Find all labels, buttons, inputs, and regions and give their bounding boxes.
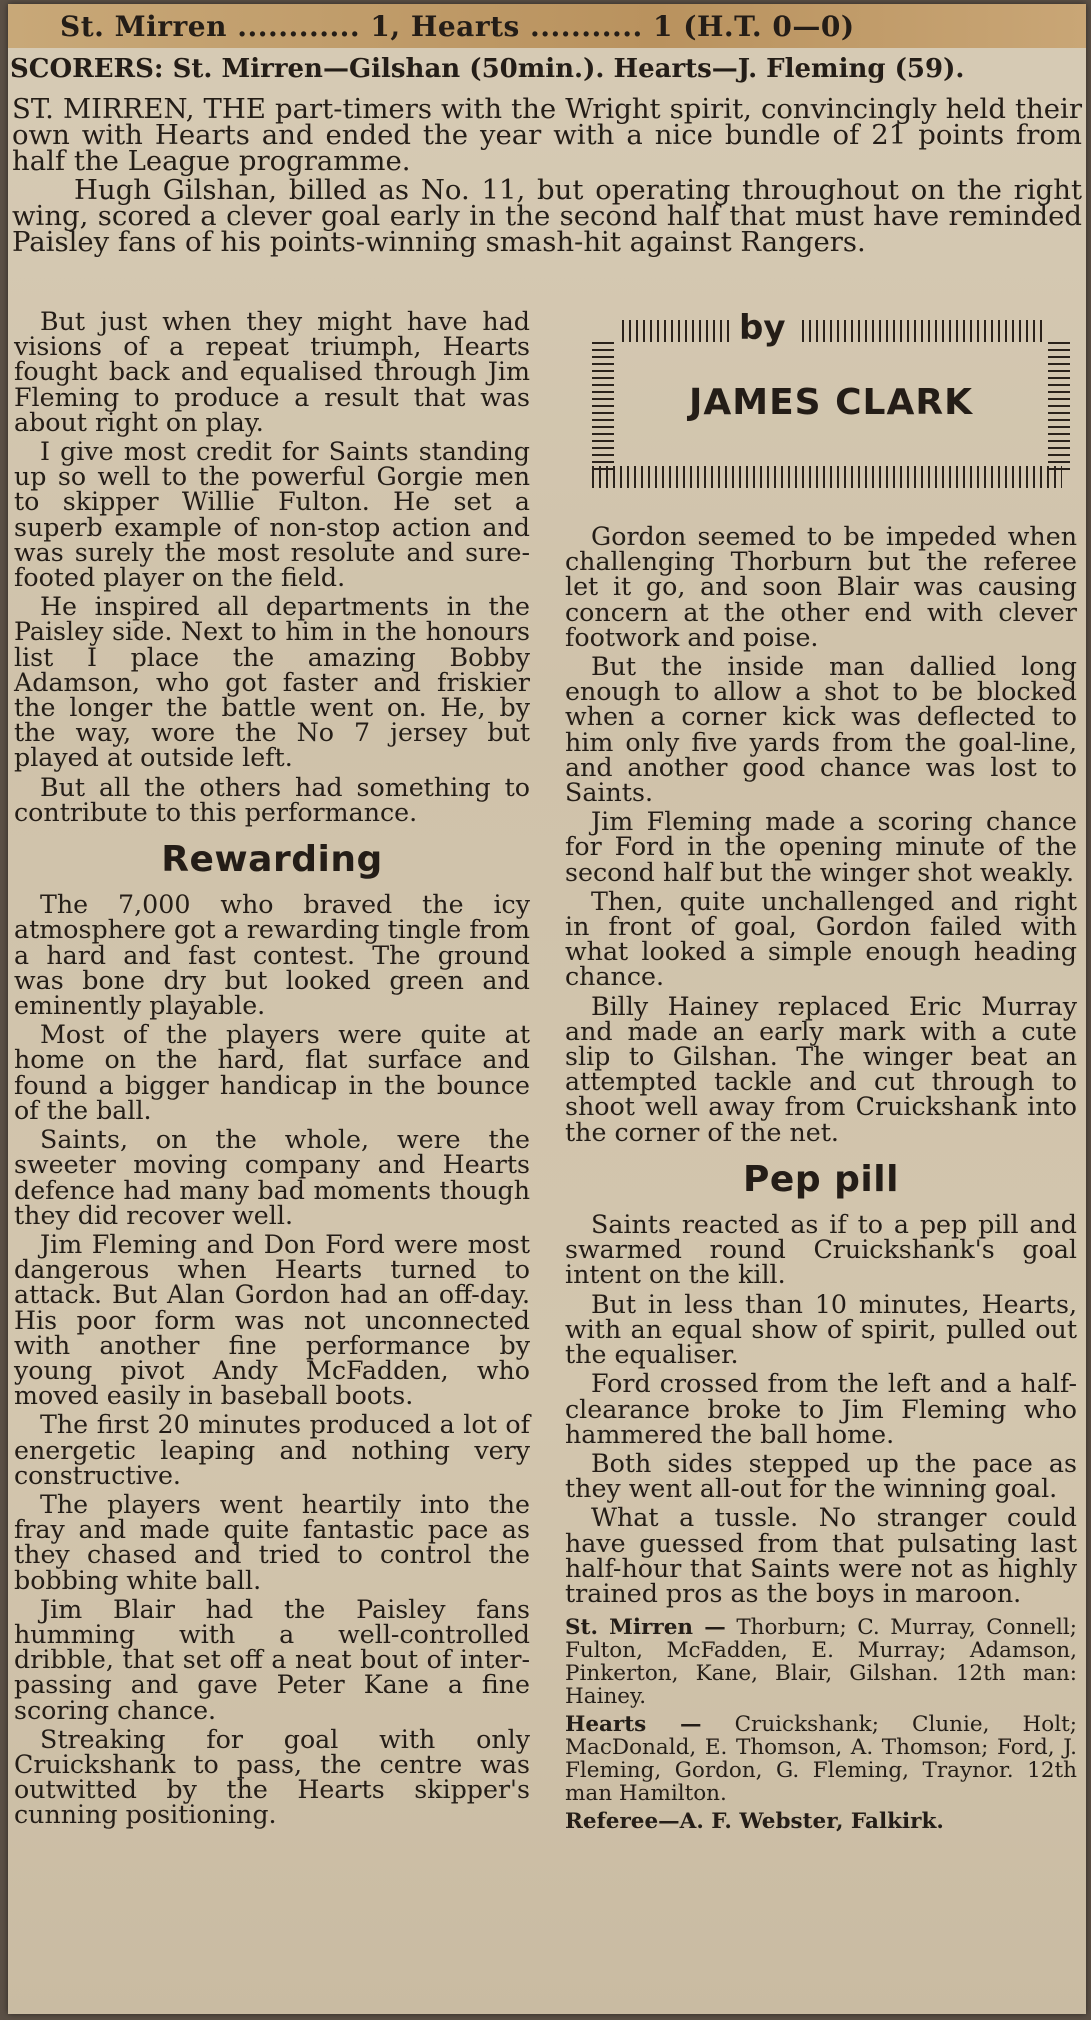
intro-paragraph: ST. MIRREN, THE part-timers with the Wright spirit, convincingly held their own with Hearts and ended the year with a nice bundle of 21 points from half the League programme. <box>12 93 1082 177</box>
newspaper-clipping <box>8 4 1086 2014</box>
result-headline: St. Mirren ............ 1, Hearts ........... 1 (H.T. 0—0) <box>60 10 855 43</box>
right-column <box>565 524 1077 1838</box>
article-paragraph: Saints, on the whole, were the sweeter moving company and Hearts defence had many bad moments though they did recover well. <box>14 1125 530 1230</box>
byline-author: JAMES CLARK <box>689 382 973 423</box>
article-paragraph: But in less than 10 minutes, Hearts, with an equal show of spirit, pulled out the equaliser. <box>565 1289 1077 1370</box>
article-paragraph: The players went heartily into the fray and made quite fantastic pace as they chased and tried to control the bobbing white ball. <box>14 1489 530 1595</box>
article-paragraph: He inspired all departments in the Paisley side. Next to him in the honours list I place the amazing Bobby Adamson, who got faster and friskier the longer the battle went on. He, by the way, wore the No 7 jersey but played at outside left. <box>14 592 530 773</box>
byline-border-top <box>802 320 1042 342</box>
article-paragraph: Billy Hainey replaced Eric Murray and made an early mark with a cute slip to Gilshan. The winger beat an attempted tackle and cut through to shoot well away from Cruickshank into the corner of the net. <box>565 991 1077 1147</box>
lineup-label: St. Mirren — <box>565 1615 726 1641</box>
lineup-players: Cruickshank; Clunie, Holt; MacDonald, E. Thomson, A. Thomson; Ford, J. Fleming, Gordon, G. Fleming, Traynor. 12th man Hamilton. <box>565 1712 1077 1807</box>
intro <box>12 93 1082 258</box>
byline-by: by <box>739 308 786 348</box>
article-paragraph: Ford crossed from the left and a half-clearance broke to Jim Fleming who hammered the ball home. <box>565 1369 1077 1449</box>
article-paragraph: Then, quite unchallenged and right in front of goal, Gordon failed with what looked a simple enough heading chance. <box>565 886 1077 992</box>
team-lineups <box>565 1616 1077 1833</box>
intro-paragraph: Hugh Gilshan, billed as No. 11, but operating throughout on the right wing, scored a clever goal early in the second half that must have reminded Paisley fans of his points-winning smash-hit against Rangers. <box>12 174 1082 258</box>
article-paragraph: Most of the players were quite at home on the hard, flat surface and found a bigger handicap in the bounce of the ball. <box>14 1020 530 1125</box>
subhead-pep-pill: Pep pill <box>743 1158 899 1200</box>
lineup-st-mirren <box>565 1616 1077 1708</box>
article-paragraph: Jim Fleming made a scoring chance for Ford in the opening minute of the second half but the winger shot weakly. <box>565 807 1077 887</box>
left-column <box>14 309 530 1832</box>
article-paragraph: Gordon seemed to be impeded when challenging Thorburn but the referee let it go, and soon Blair was causing concern at the other end with clever footwork and poise. <box>565 522 1077 652</box>
article-paragraph: Saints reacted as if to a pep pill and swarmed round Cruickshank's goal intent on the kill. <box>565 1210 1077 1290</box>
article-paragraph: But the inside man dallied long enough to allow a shot to be blocked when a corner kick was deflected to him only five yards from the goal-line, and another good chance was lost to Saints. <box>565 652 1077 808</box>
article-paragraph: But all the others had something to contribute to this performance. <box>14 772 530 827</box>
article-paragraph: But just when they might have had visions of a repeat triumph, Hearts fought back and equalised through Jim Fleming to produce a result that was about right on play. <box>14 307 530 437</box>
article-paragraph: What a tussle. No stranger could have guessed from that pulsating last half-hour that Saints were not as highly trained pros as the boys in maroon. <box>565 1503 1077 1608</box>
lineup-label: Hearts — <box>565 1712 702 1738</box>
article-paragraph: Streaking for goal with only Cruickshank to pass, the centre was outwitted by the Hearts skipper's cunning positioning. <box>14 1724 530 1830</box>
scorers-line: SCORERS: St. Mirren—Gilshan (50min.). Hearts—J. Fleming (59). <box>10 54 965 84</box>
subhead-rewarding: Rewarding <box>161 839 383 881</box>
lineup-players: Thorburn; C. Murray, Connell; Fulton, McFadden, E. Murray; Adamson, Pinkerton, Kane, Blair, Gilshan. 12th man: Hainey. <box>565 1615 1077 1710</box>
article-paragraph: The first 20 minutes produced a lot of energetic leaping and nothing very constructive. <box>14 1410 530 1490</box>
article-paragraph: I give most credit for Saints standing up so well to the powerful Gorgie men to skipper Willie Fulton. He set a superb example of non-stop action and was surely the most resolute and sure-footed player on the field. <box>14 437 530 593</box>
byline-border-top <box>622 320 732 342</box>
lineup-hearts <box>565 1713 1077 1805</box>
article-paragraph: Jim Blair had the Paisley fans humming with a well-controlled dribble, that set off a neat bout of inter-passing and gave Peter Kane a fine scoring chance. <box>14 1594 530 1725</box>
byline-border-bottom <box>592 466 1062 488</box>
article-paragraph: Jim Fleming and Don Ford were most dangerous when Hearts turned to attack. But Alan Gordon had an off-day. His poor form was not unconnected with another fine performance by young pivot Andy McFadden, who moved easily in baseball boots. <box>14 1229 530 1411</box>
article-paragraph: The 7,000 who braved the icy atmosphere got a rewarding tingle from a hard and fast contest. The ground was bone dry but looked green and eminently playable. <box>14 890 530 1021</box>
byline-box <box>592 308 1070 492</box>
referee-line: Referee—A. F. Webster, Falkirk. <box>565 1809 944 1835</box>
article-paragraph: Both sides stepped up the pace as they went all-out for the winning goal. <box>565 1448 1077 1504</box>
